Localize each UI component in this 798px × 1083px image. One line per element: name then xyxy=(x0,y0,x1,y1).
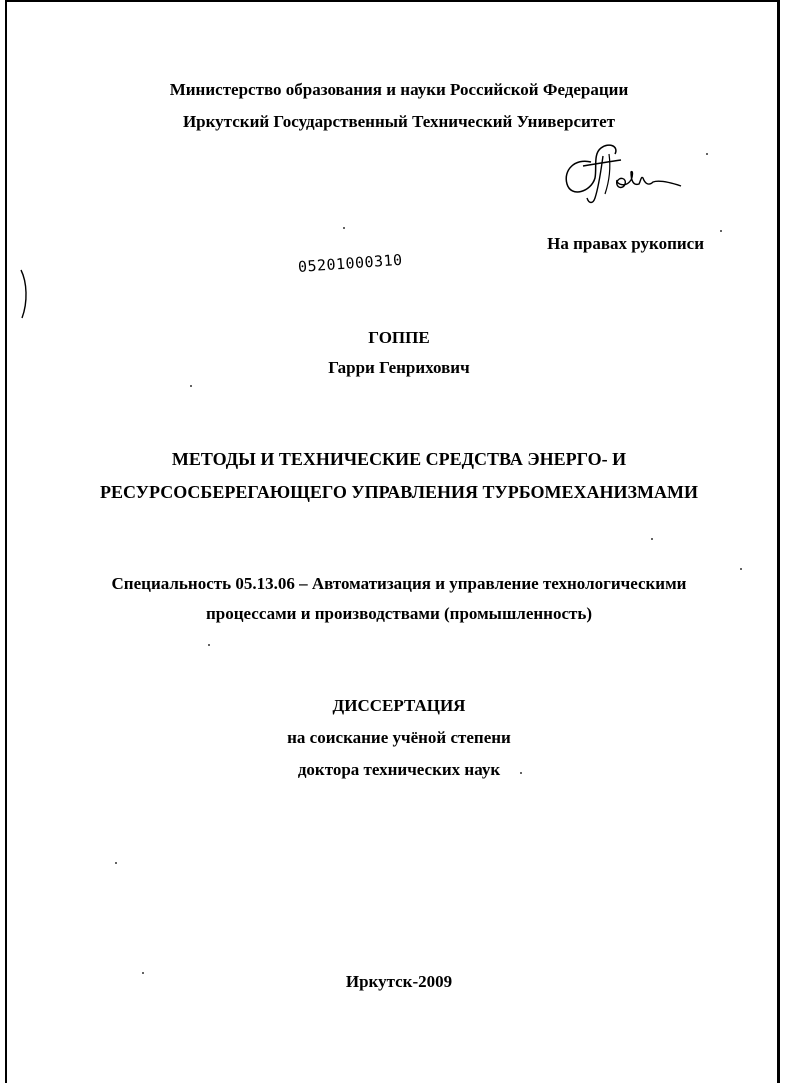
manuscript-note: На правах рукописи xyxy=(547,234,704,253)
margin-mark xyxy=(18,268,32,320)
dissertation-title-line-2: РЕСУРСОСБЕРЕГАЮЩЕГО УПРАВЛЕНИЯ ТУРБОМЕХАНИЗМАМИ xyxy=(100,482,698,502)
specialty-line-1: Специальность 05.13.06 – Автоматизация и управление технологическими xyxy=(111,574,687,593)
scan-border-left xyxy=(5,0,7,1083)
degree-line-2: доктора технических наук xyxy=(297,760,501,779)
registration-number: 05201000310 xyxy=(297,250,404,276)
author-surname: ГОППЕ xyxy=(368,328,430,347)
dissertation-title-line-1: МЕТОДЫ И ТЕХНИЧЕСКИЕ СРЕДСТВА ЭНЕРГО- И xyxy=(171,449,627,469)
specialty-line-2: процессами и производствами (промышленность) xyxy=(205,604,593,623)
scan-border-top xyxy=(5,0,780,2)
scan-border-right xyxy=(777,0,780,1083)
author-name: Гарри Генрихович xyxy=(328,358,470,377)
university-heading: Иркутский Государственный Технический Университет xyxy=(182,112,616,131)
ministry-heading: Министерство образования и науки Российской Федерации xyxy=(169,80,629,99)
work-type-heading: ДИССЕРТАЦИЯ xyxy=(332,696,466,715)
degree-line-1: на соискание учёной степени xyxy=(287,728,511,747)
signature-icon xyxy=(555,140,685,210)
place-year: Иркутск-2009 xyxy=(345,972,453,991)
